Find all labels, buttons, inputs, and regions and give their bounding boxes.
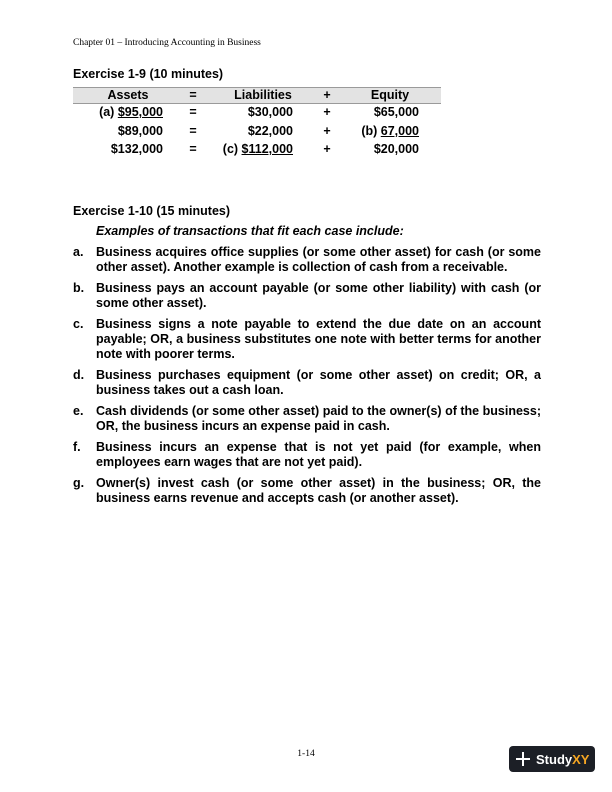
- plus-sign: +: [323, 142, 331, 156]
- item-letter: e.: [73, 404, 84, 418]
- equals-sign: =: [189, 142, 197, 156]
- badge-xy-text: XY: [572, 751, 590, 767]
- assets-cell: [73, 142, 163, 156]
- list-item: [73, 368, 541, 398]
- equity-value: $65,000: [373, 105, 419, 119]
- exercise-1-10-title: Exercise 1-10 (15 minutes): [73, 204, 231, 218]
- answer-label: (b): [361, 123, 381, 138]
- transaction-examples-list: [73, 245, 541, 512]
- header-equals: =: [189, 88, 197, 102]
- assets-value: $95,000: [117, 105, 163, 119]
- list-item: [73, 476, 541, 506]
- header-plus: +: [323, 88, 331, 102]
- item-text: Business signs a note payable to extend the due date on an account payable; OR, a business substitutes one note with better terms for another note with poorer terms.: [96, 317, 541, 361]
- item-text: Business acquires office supplies (or some other asset) for cash (or some other asset). Another example is collection of cash from a receivable.: [96, 245, 541, 274]
- list-item: [73, 404, 541, 434]
- equals-sign: =: [189, 123, 197, 138]
- list-item: [73, 317, 541, 362]
- list-item: [73, 440, 541, 470]
- liabilities-cell: [213, 105, 293, 119]
- accounting-equation-table: [73, 87, 441, 160]
- equity-cell: [343, 124, 419, 138]
- assets-cell: [73, 124, 163, 138]
- item-letter: c.: [73, 317, 84, 331]
- header-assets: Assets: [107, 88, 149, 102]
- item-letter: f.: [73, 440, 81, 454]
- item-text: Business pays an account payable (or some other liability) with cash (or some other asset).: [96, 281, 541, 310]
- item-text: Business incurs an expense that is not yet paid (for example, when employees earn wages that are not yet paid).: [96, 440, 541, 469]
- table-row: [73, 123, 441, 142]
- liabilities-cell: [213, 142, 293, 156]
- chapter-header: Chapter 01 – Introducing Accounting in Business: [73, 38, 261, 48]
- answer-label: (a): [99, 105, 118, 119]
- plus-icon: [515, 751, 531, 767]
- equity-cell: [343, 142, 419, 156]
- plus-sign: +: [323, 105, 331, 119]
- equity-value: $20,000: [373, 142, 419, 156]
- item-text: Cash dividends (or some other asset) paid to the owner(s) of the business; OR, the business incurs an expense paid in cash.: [96, 404, 541, 433]
- item-text: Owner(s) invest cash (or some other asset) in the business; OR, the business earns revenue and accepts cash (or another asset).: [96, 476, 541, 505]
- liabilities-value: $30,000: [247, 105, 293, 119]
- liabilities-cell: [213, 124, 293, 138]
- table-row: [73, 104, 441, 123]
- liabilities-value: $112,000: [241, 142, 293, 156]
- assets-cell: [73, 105, 163, 119]
- page-number: 1-14: [297, 749, 315, 759]
- item-letter: g.: [73, 476, 85, 490]
- assets-value: $89,000: [117, 123, 163, 138]
- header-equity: Equity: [370, 88, 410, 102]
- item-text: Business purchases equipment (or some other asset) on credit; OR, a business takes out a cash loan.: [96, 368, 541, 397]
- badge-study-text: Study: [536, 751, 573, 767]
- assets-value: $132,000: [110, 142, 163, 156]
- list-item: [73, 245, 541, 275]
- liabilities-value: $22,000: [247, 123, 293, 138]
- item-letter: b.: [73, 281, 85, 295]
- answer-label: (c): [222, 142, 242, 156]
- item-letter: a.: [73, 245, 84, 259]
- plus-sign: +: [323, 123, 331, 138]
- studyxy-badge[interactable]: [509, 746, 595, 772]
- header-liabilities: Liabilities: [234, 88, 292, 102]
- equity-value: 67,000: [380, 123, 419, 138]
- list-item: [73, 281, 541, 311]
- equity-cell: [343, 105, 419, 119]
- exercise-1-9-title: Exercise 1-9 (10 minutes): [73, 67, 224, 81]
- table-header-row: [73, 87, 441, 104]
- item-letter: d.: [73, 368, 85, 382]
- table-row: [73, 141, 441, 160]
- exercise-intro: Examples of transactions that fit each case include:: [96, 224, 404, 238]
- equals-sign: =: [189, 105, 197, 119]
